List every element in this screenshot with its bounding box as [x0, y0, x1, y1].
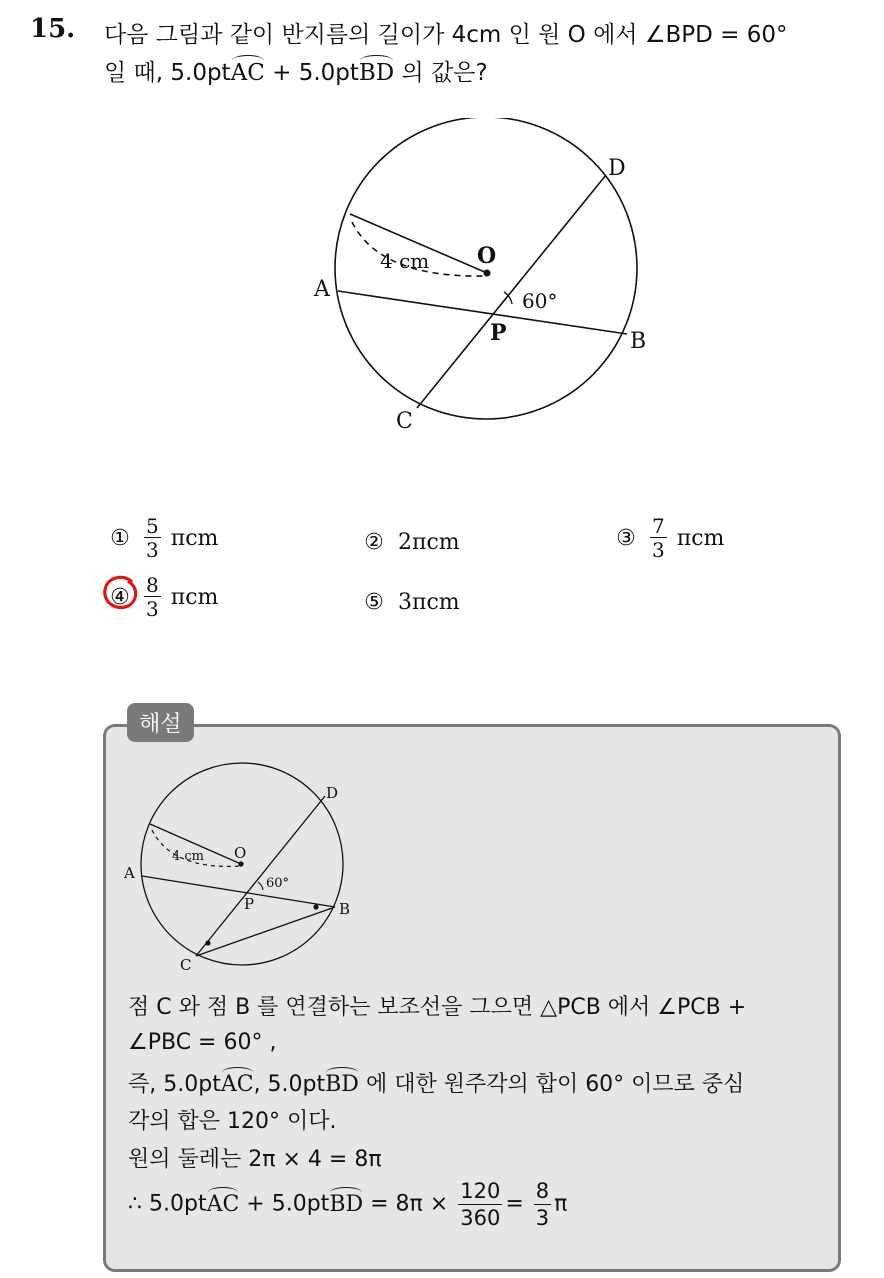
arc-ac-label: AC	[230, 60, 265, 86]
solution-angle-arc	[258, 882, 263, 890]
answer-mark-circle	[101, 573, 141, 613]
solution-line-3-suffix: 에 대한 원주각의 합이 60° 이므로 중심	[358, 1072, 745, 1097]
solution-label-angle: 60°	[266, 876, 290, 891]
label-angle: 60°	[522, 289, 558, 313]
choice-5[interactable]	[360, 590, 460, 615]
arc-bd-label: BD	[358, 60, 395, 86]
solution-fraction-120-360	[458, 1180, 502, 1229]
center-point	[484, 270, 491, 277]
question-line2-prefix: 일 때, 5.0pt	[104, 60, 231, 86]
question-number: 15.	[30, 14, 76, 44]
solution-arc-bd-1: BD	[325, 1072, 359, 1097]
choice-3-denominator: 3	[652, 538, 665, 562]
solution-frac1-numerator: 120	[458, 1180, 502, 1205]
choice-1-denominator: 3	[146, 538, 159, 562]
choice-5-number: ⑤	[364, 590, 384, 615]
solution-arc-ac-1: AC	[220, 1072, 254, 1097]
solution-line-1: 점 C 와 점 B 를 연결하는 보조선을 그으면 △PCB 에서 ∠PCB +	[128, 995, 747, 1020]
choice-4-fraction	[144, 575, 161, 619]
choice-1-number: ①	[110, 525, 130, 551]
choice-5-text: 3πcm	[398, 590, 460, 615]
solution-label-radius: 4 cm	[172, 849, 205, 864]
choice-4-denominator: 3	[146, 597, 159, 621]
solution-line-6-eq: = 8π ×	[363, 1191, 449, 1217]
solution-tag: 해설	[127, 703, 194, 742]
solution-center-point	[238, 861, 243, 866]
solution-line-6-prefix: ∴ 5.0pt	[128, 1191, 207, 1217]
solution-line-6-end: π	[554, 1191, 568, 1217]
solution-chord-cb	[196, 907, 335, 956]
solution-arc-ac-2: AC	[206, 1191, 240, 1217]
solution-fraction-8-3	[534, 1180, 551, 1229]
question-text-line1: 다음 그림과 같이 반지름의 길이가 4cm 인 원 O 에서 ∠BPD = 60°	[104, 22, 788, 48]
solution-line-4: 각의 합은 120° 이다.	[128, 1109, 337, 1134]
solution-label-c: C	[180, 956, 192, 974]
label-radius: 4 cm	[380, 249, 430, 273]
question-line2-mid: + 5.0pt	[264, 60, 359, 86]
choice-3-number: ③	[616, 525, 636, 551]
solution-line-6-mid: + 5.0pt	[239, 1191, 330, 1217]
choice-3-fraction	[650, 516, 667, 560]
choice-3-unit: πcm	[676, 525, 725, 551]
solution-arc-bd-2: BD	[329, 1191, 364, 1217]
question-text-line2	[104, 54, 488, 87]
solution-angle-dot-c	[205, 940, 210, 945]
chord-cd	[417, 175, 606, 408]
solution-frac2-numerator: 8	[534, 1180, 551, 1205]
choice-1[interactable]	[106, 516, 218, 560]
solution-line-6-eq2: =	[505, 1191, 524, 1217]
solution-label-d: D	[326, 784, 339, 802]
solution-frac1-denominator: 360	[460, 1206, 501, 1231]
solution-chord-cd	[196, 796, 325, 956]
label-b: B	[630, 329, 647, 354]
solution-line-3-mid: , 5.0pt	[253, 1072, 326, 1097]
solution-label-b: B	[339, 900, 351, 918]
choice-4-number: ④	[110, 584, 130, 610]
choice-3[interactable]	[612, 516, 724, 560]
solution-label-a: A	[124, 864, 135, 882]
solution-line-5: 원의 둘레는 2π × 4 = 8π	[128, 1147, 382, 1172]
choice-1-unit: πcm	[170, 525, 219, 551]
choice-2[interactable]	[360, 530, 460, 555]
solution-line-3-prefix: 즉, 5.0pt	[128, 1072, 221, 1097]
choice-2-text: 2πcm	[398, 530, 460, 555]
label-d: D	[608, 156, 626, 181]
label-c: C	[396, 409, 413, 434]
solution-angle-dot-b	[313, 904, 318, 909]
solution-line-2: ∠PBC = 60° ,	[128, 1030, 277, 1055]
choice-2-number: ②	[364, 530, 384, 555]
choice-4-numerator: 8	[146, 573, 159, 597]
choice-1-fraction	[144, 516, 161, 560]
solution-label-o: O	[234, 844, 247, 862]
label-o: O	[477, 243, 497, 269]
circle-diagram	[300, 118, 660, 438]
solution-circle-diagram	[120, 760, 360, 975]
choice-1-numerator: 5	[146, 514, 159, 538]
choice-3-numerator: 7	[652, 514, 665, 538]
solution-frac2-denominator: 3	[535, 1206, 550, 1231]
solution-label-p: P	[244, 895, 255, 913]
choice-4-unit: πcm	[170, 584, 219, 610]
solution-line-3	[128, 1067, 744, 1098]
question-line2-suffix: 의 값은?	[394, 60, 488, 86]
label-p: P	[490, 320, 507, 346]
label-a: A	[314, 277, 330, 302]
solution-line-6	[128, 1180, 567, 1229]
